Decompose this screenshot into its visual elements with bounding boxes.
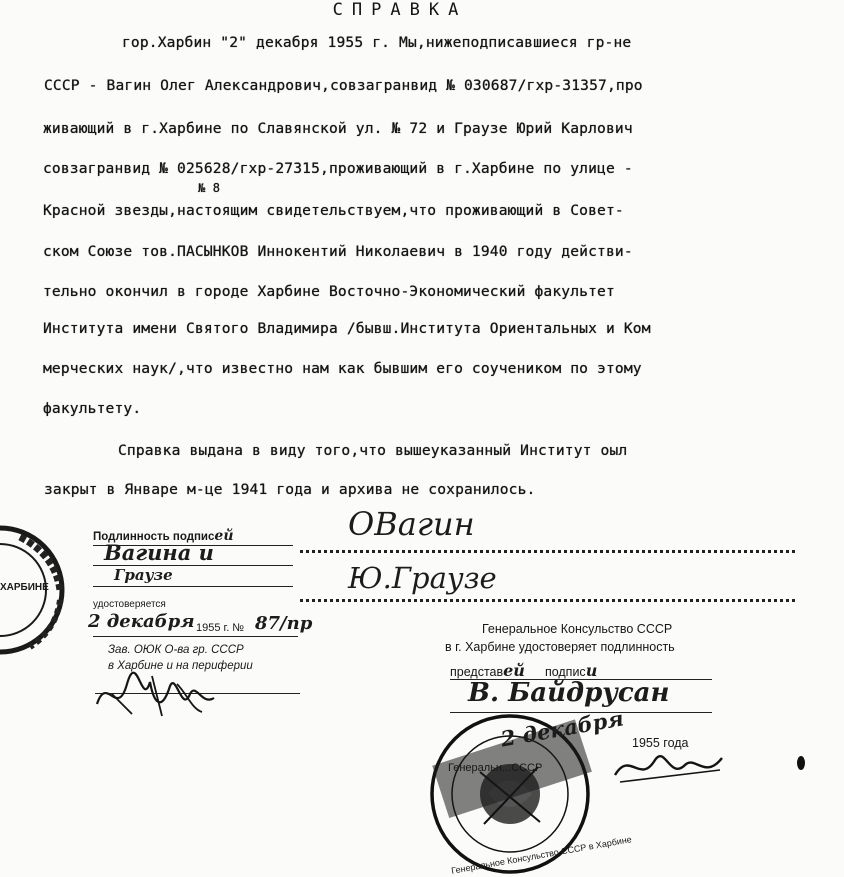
body-line-6: ском Союзе тов.ПАСЫНКОВ Иннокентий Николаевич в 1940 году действи- — [43, 243, 633, 260]
year-left: 1955 г. № — [196, 622, 245, 634]
signature-vagin: OВагин — [348, 505, 475, 543]
hand-name-grauze: Граузе — [114, 566, 173, 584]
insert-note: № 8 — [198, 181, 221, 195]
closing-line-1: Справка выдана в виду того,что вышеуказанный Институт оыл — [118, 442, 628, 459]
hand-name-vagina: Вагина и — [104, 540, 214, 565]
official-scribble-signature — [92, 664, 222, 724]
left-stamp-inner-text: ХАРБИНЕ — [0, 582, 49, 593]
body-line-8: Института имени Святого Владимира /бывш.Института Ориентальных и Ком — [43, 320, 651, 337]
consulate-line-1: Генеральное Консульство СССР — [482, 622, 673, 636]
body-line-2: СССР - Вагин Олег Александрович,совзагранвид № 030687/гхр-31357,про — [44, 77, 643, 94]
body-line-4: совзагранвид № 025628/гхр-27315,проживающий в г.Харбине по улице - — [43, 160, 633, 177]
body-line-1: гор.Харбин "2" декабря 1955 г. Мы,нижеподписавшиеся гр-не — [122, 34, 632, 51]
body-line-10: факультету. — [43, 400, 142, 417]
body-line-9: мерческих наук/,что известно нам как бывшим его соучеником по этому — [43, 360, 642, 377]
hand-date-consulate: 2 декабря — [498, 705, 626, 752]
body-line-5: Красной звезды,настоящим свидетельствуем,что проживающий в Совет- — [43, 202, 624, 219]
body-line-7: тельно окончил в городе Харбине Восточно-Экономический факультет — [43, 283, 615, 300]
rule-name-2 — [93, 586, 293, 587]
hand-i: и — [585, 661, 598, 680]
hand-ey: ей — [503, 661, 525, 680]
hand-suffix: ей — [214, 528, 234, 544]
signature-grauze: Ю.Граузе — [348, 561, 497, 595]
hand-date-left: 2 декабря — [88, 611, 195, 632]
closing-line-2: закрыт в Январе м-це 1941 года и архива не сохранилось. — [44, 481, 536, 498]
dept-line-2: в Харбине и на периферии — [108, 660, 253, 672]
consul-scribble-signature — [610, 740, 730, 790]
consulate-line-2: в г. Харбине удостоверяет подлинность — [445, 640, 675, 654]
consulate-year: 1955 года — [632, 736, 689, 750]
ink-dot — [797, 756, 805, 770]
label-signature-text: Подлинность подпис — [93, 531, 215, 543]
hand-consul-name: В. Байдрусан — [468, 678, 670, 708]
rule-date-left — [93, 636, 298, 637]
dotted-line-2 — [300, 599, 795, 602]
label-podpis: подпис — [544, 665, 586, 679]
label-certified: удостоверяется — [93, 599, 166, 610]
consulate-seal-ring: Генеральное Консульство СССР в Харбине — [450, 834, 633, 876]
dept-line-1: Зав. ОЮК О-ва гр. СССР — [108, 644, 244, 656]
hand-number-left: 87/пр — [255, 613, 313, 634]
consulate-officer: Генеральн...СССР — [448, 762, 543, 774]
body-line-3: живающий в г.Харбине по Славянской ул. № 72 и Граузе Юрий Карлович — [43, 120, 633, 137]
document-title: СПРАВКА — [332, 0, 468, 20]
dotted-line-1 — [300, 550, 795, 553]
label-predstav: представ — [450, 665, 504, 679]
